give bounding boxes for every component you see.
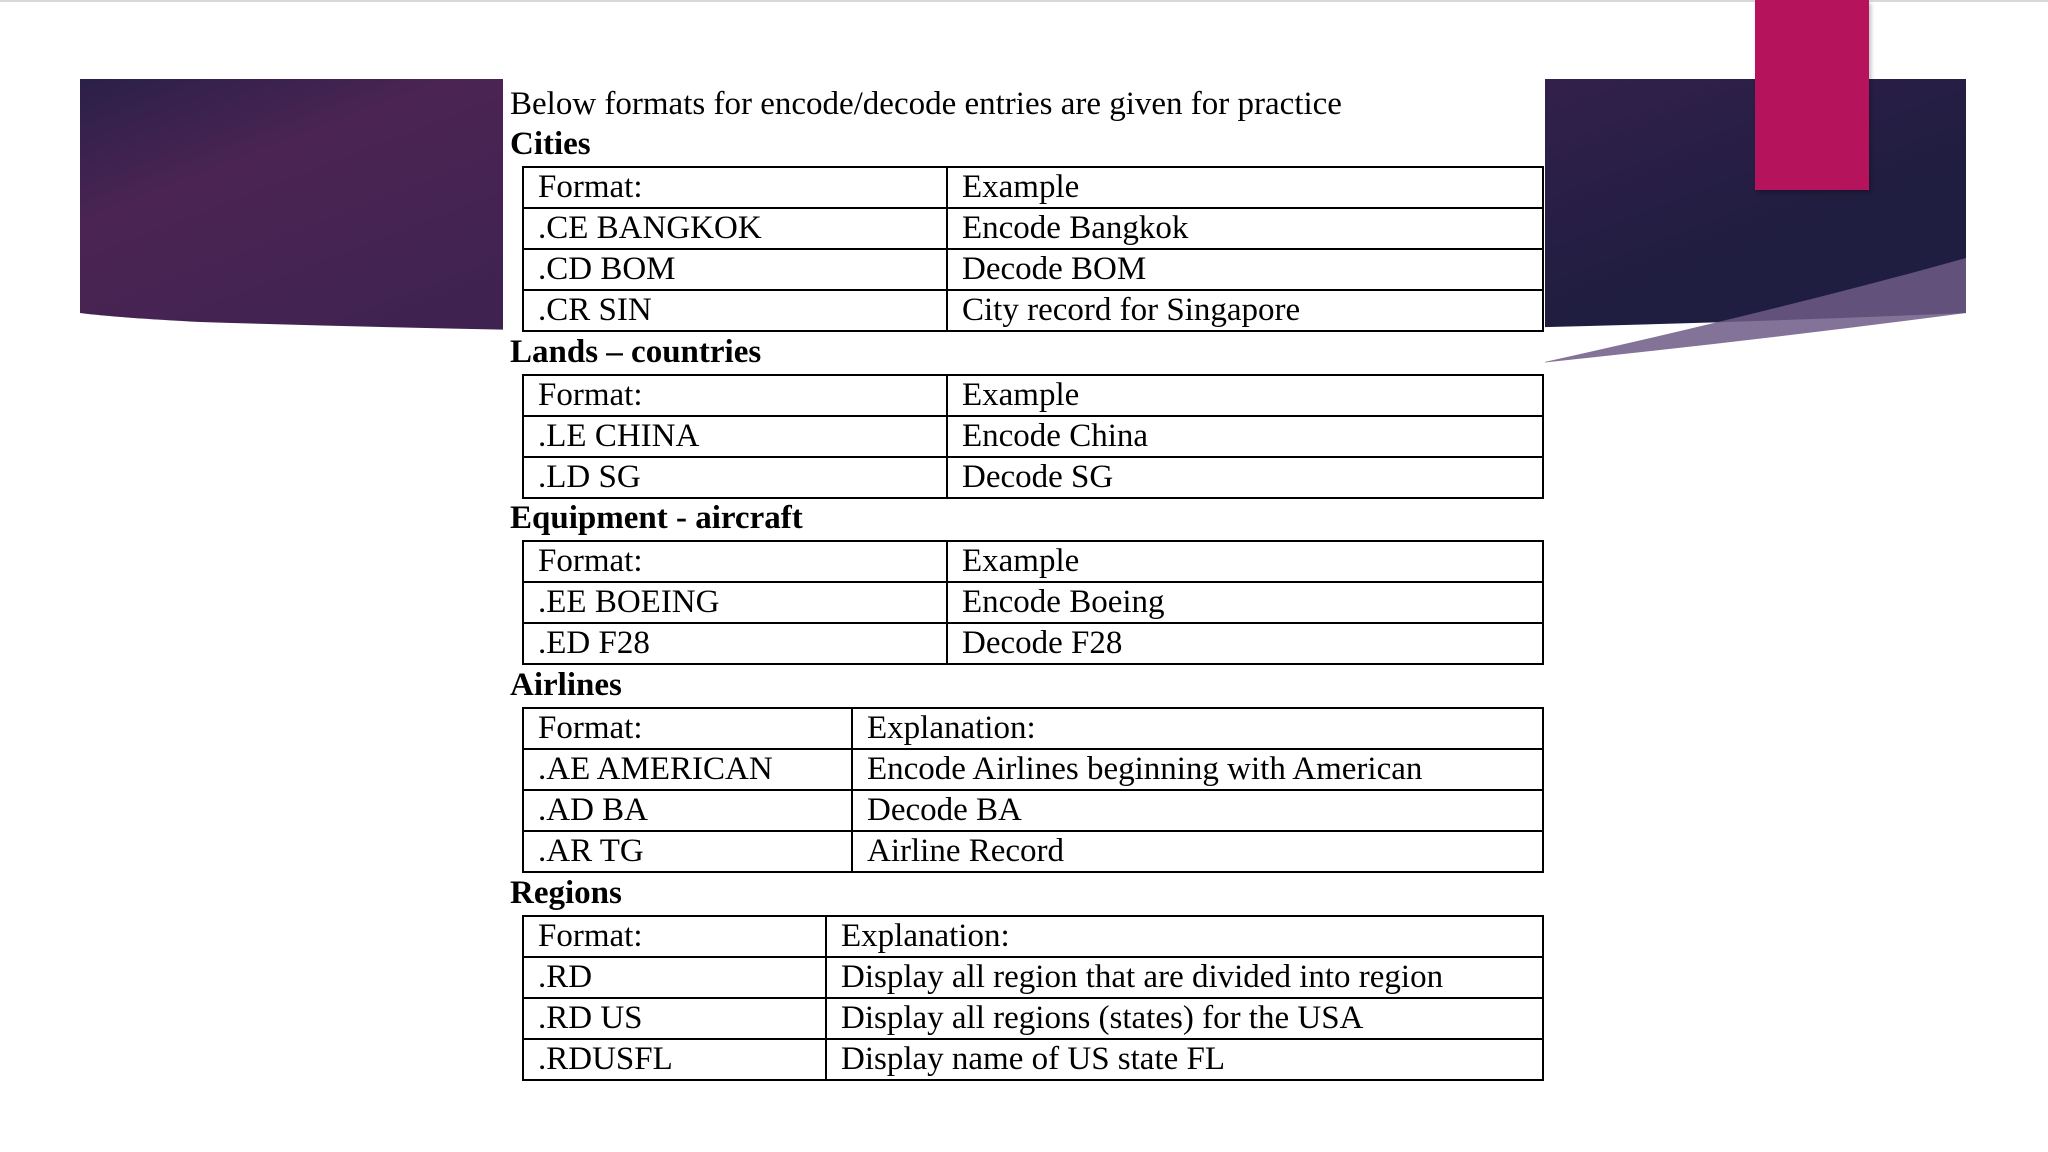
explanation-cell: Airline Record xyxy=(852,831,1543,872)
table-row xyxy=(523,1039,1543,1080)
equipment-table xyxy=(522,540,1544,665)
table-header-row xyxy=(523,541,1543,582)
table-header-row xyxy=(523,708,1543,749)
header-cell: Explanation: xyxy=(826,916,1543,957)
format-cell: .ED F28 xyxy=(523,623,947,664)
table-row xyxy=(523,749,1543,790)
table-row xyxy=(523,208,1543,249)
format-cell: .EE BOEING xyxy=(523,582,947,623)
example-cell: Encode China xyxy=(947,416,1543,457)
table-row xyxy=(523,790,1543,831)
table-row xyxy=(523,623,1543,664)
table-header-row xyxy=(523,375,1543,416)
explanation-cell: Display all region that are divided into region xyxy=(826,957,1543,998)
intro-text: Below formats for encode/decode entries are given for practice xyxy=(510,86,1342,122)
example-cell: City record for Singapore xyxy=(947,290,1543,331)
table-row xyxy=(523,831,1543,872)
cities-table xyxy=(522,166,1544,332)
table-row xyxy=(523,416,1543,457)
example-cell: Decode BOM xyxy=(947,249,1543,290)
explanation-cell: Encode Airlines beginning with American xyxy=(852,749,1543,790)
explanation-cell: Display name of US state FL xyxy=(826,1039,1543,1080)
format-cell: .CD BOM xyxy=(523,249,947,290)
section-title-cities: Cities xyxy=(510,126,591,162)
section-title-equipment: Equipment - aircraft xyxy=(510,500,803,536)
explanation-cell: Display all regions (states) for the USA xyxy=(826,998,1543,1039)
format-cell: .CR SIN xyxy=(523,290,947,331)
header-cell: Example xyxy=(947,375,1543,416)
header-cell: Format: xyxy=(523,541,947,582)
format-cell: .RD xyxy=(523,957,826,998)
lands-table xyxy=(522,374,1544,499)
regions-table xyxy=(522,915,1544,1081)
table-header-row xyxy=(523,167,1543,208)
document-image xyxy=(503,78,1545,1152)
format-cell: .CE BANGKOK xyxy=(523,208,947,249)
explanation-cell: Decode BA xyxy=(852,790,1543,831)
header-cell: Explanation: xyxy=(852,708,1543,749)
header-cell: Format: xyxy=(523,916,826,957)
format-cell: .LE CHINA xyxy=(523,416,947,457)
format-cell: .AD BA xyxy=(523,790,852,831)
example-cell: Encode Boeing xyxy=(947,582,1543,623)
table-row xyxy=(523,457,1543,498)
header-cell: Format: xyxy=(523,375,947,416)
header-cell: Example xyxy=(947,167,1543,208)
example-cell: Decode F28 xyxy=(947,623,1543,664)
example-cell: Decode SG xyxy=(947,457,1543,498)
table-row xyxy=(523,582,1543,623)
table-row xyxy=(523,290,1543,331)
airlines-table xyxy=(522,707,1544,873)
format-cell: .AR TG xyxy=(523,831,852,872)
example-cell: Encode Bangkok xyxy=(947,208,1543,249)
table-header-row xyxy=(523,916,1543,957)
table-row xyxy=(523,249,1543,290)
header-cell: Format: xyxy=(523,167,947,208)
header-cell: Format: xyxy=(523,708,852,749)
header-cell: Example xyxy=(947,541,1543,582)
format-cell: .AE AMERICAN xyxy=(523,749,852,790)
section-title-regions: Regions xyxy=(510,875,622,911)
table-row xyxy=(523,998,1543,1039)
format-cell: .RDUSFL xyxy=(523,1039,826,1080)
table-row xyxy=(523,957,1543,998)
format-cell: .LD SG xyxy=(523,457,947,498)
format-cell: .RD US xyxy=(523,998,826,1039)
section-title-airlines: Airlines xyxy=(510,667,622,703)
accent-tab xyxy=(1755,0,1869,190)
section-title-lands: Lands – countries xyxy=(510,334,762,370)
